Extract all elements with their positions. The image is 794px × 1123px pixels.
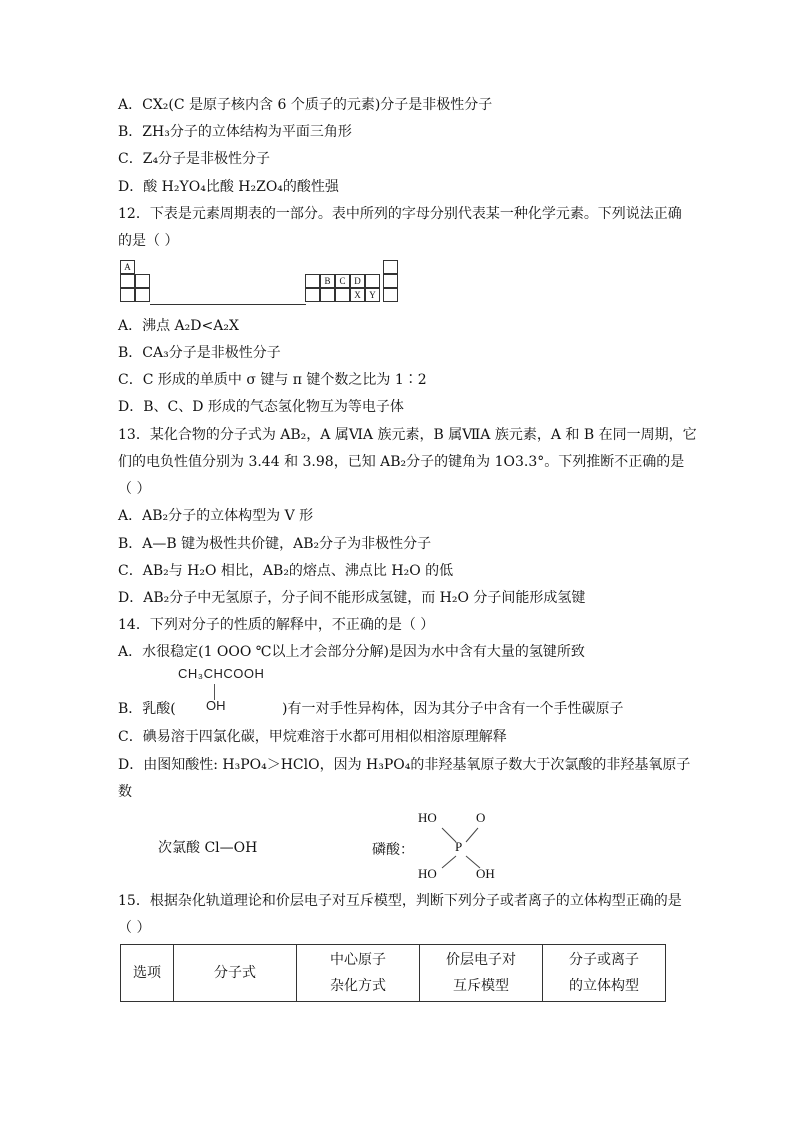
pt-cell	[120, 288, 135, 302]
header-geometry	[543, 945, 666, 1002]
pt-cell	[383, 274, 398, 288]
question-15-line1: 15．根据杂化轨道理论和价层电子对互斥模型，判断下列分子或者离子的立体构型正确的是	[118, 893, 682, 909]
question-12-option-a: A．沸点 A₂D<A₂X	[118, 318, 239, 334]
pt-cell	[135, 288, 150, 302]
question-13-option-d: D．AB₂分子中无氢原子，分子间不能形成氢键，而 H₂O 分子间能形成氢键	[118, 590, 586, 606]
phos-oh: OH	[476, 866, 495, 881]
hclo-structure: 次氯酸 Cl—OH	[158, 840, 258, 856]
question-15-line2: （ ）	[118, 920, 151, 936]
question-14-option-a: A．水很稳定(1 OOO ℃以上才会部分分解)是因为水中含有大量的氢键所致	[118, 644, 585, 660]
question-12-option-c: C．C 形成的单质中 σ 键与 π 键个数之比为 1∶2	[118, 372, 427, 388]
phosphoric-acid-structure	[418, 810, 518, 882]
header-vsepr	[420, 945, 543, 1002]
header-formula: 分子式	[174, 945, 297, 1002]
question-13-option-b: B．A—B 键为极性共价键，AB₂分子为非极性分子	[118, 536, 432, 552]
question-13-option-a: A．AB₂分子的立体构型为 V 形	[118, 508, 314, 524]
header-geometry-l2: 的立体构型	[569, 978, 639, 994]
header-hybridization-l2: 杂化方式	[330, 978, 386, 994]
pt-cell-d: D	[350, 274, 365, 288]
pt-cell-b: B	[320, 274, 335, 288]
pt-cell	[305, 288, 320, 302]
question-13-line1: 13．某化合物的分子式为 AB₂，A 属ⅥA 族元素，B 属ⅦA 族元素，A 和 B 在同一周期，它	[118, 427, 697, 443]
header-option: 选项	[121, 945, 174, 1002]
lactic-oh: OH	[206, 698, 226, 713]
pt-cell	[365, 274, 380, 288]
question-12-line1: 12．下表是元素周期表的一部分。表中所列的字母分别代表某一种化学元素。下列说法正确	[118, 206, 682, 222]
question-14-option-d-line1: D．由图知酸性: H₃PO₄＞HClO，因为 H₃PO₄的非羟基氧原子数大于次氯酸的非羟基氧原子	[118, 757, 691, 773]
header-geometry-l1: 分子或离子	[569, 952, 639, 968]
pt-cell	[383, 260, 398, 274]
option-d-acid: D．酸 H₂YO₄比酸 H₂ZO₄的酸性强	[118, 179, 339, 195]
pt-cell-x: X	[350, 288, 365, 302]
question-14-option-b-suffix: )有一对手性异构体，因为其分子中含有一个手性碳原子	[282, 701, 624, 717]
option-b-zh3: B．ZH₃分子的立体结构为平面三角形	[118, 124, 352, 140]
table-row	[121, 945, 666, 1002]
pt-cell	[135, 274, 150, 288]
phos-ho-bottom: HO	[418, 866, 437, 881]
pt-baseline	[150, 304, 306, 305]
pt-cell-y: Y	[365, 288, 380, 302]
question-14-option-b-prefix: B．乳酸(	[118, 701, 176, 717]
question-12-line2: 的是（ ）	[118, 233, 179, 249]
question-15-table	[120, 944, 666, 1002]
pt-cell	[383, 288, 398, 302]
phosphoric-label: 磷酸：	[372, 842, 414, 858]
lactic-formula: CH₃CHCOOH	[178, 666, 265, 681]
header-vsepr-l1: 价层电子对	[446, 952, 516, 968]
pt-cell-a: A	[120, 260, 135, 274]
question-14-option-c: C．碘易溶于四氯化碳，甲烷难溶于水都可用相似相溶原理解释	[118, 729, 507, 745]
question-14-line1: 14．下列对分子的性质的解释中，不正确的是（ ）	[118, 617, 435, 633]
phos-o: O	[476, 810, 486, 825]
question-14-option-d-line2: 数	[118, 784, 132, 800]
option-c-z4: C．Z₄分子是非极性分子	[118, 151, 271, 167]
header-vsepr-l2: 互斥模型	[453, 978, 509, 994]
pt-cell	[335, 288, 350, 302]
phos-ho-top: HO	[418, 810, 437, 825]
header-hybridization	[297, 945, 420, 1002]
question-13-line2: 们的电负性值分别为 3.44 和 3.98，已知 AB₂分子的键角为 1O3.3°。下列推断不正确的是	[118, 454, 685, 470]
phos-p: P	[455, 839, 463, 854]
header-hybridization-l1: 中心原子	[330, 952, 386, 968]
pt-cell	[305, 274, 320, 288]
pt-cell	[120, 274, 135, 288]
pt-cell	[320, 288, 335, 302]
option-a-cx2: A．CX₂(C 是原子核内含 6 个质子的元素)分子是非极性分子	[118, 97, 493, 113]
question-12-option-d: D．B、C、D 形成的气态氢化物互为等电子体	[118, 399, 404, 415]
question-13-line3: （ ）	[118, 481, 151, 497]
question-12-option-b: B．CA₃分子是非极性分子	[118, 345, 281, 361]
question-13-option-c: C．AB₂与 H₂O 相比，AB₂的熔点、沸点比 H₂O 的低	[118, 563, 454, 579]
pt-cell-c: C	[335, 274, 350, 288]
